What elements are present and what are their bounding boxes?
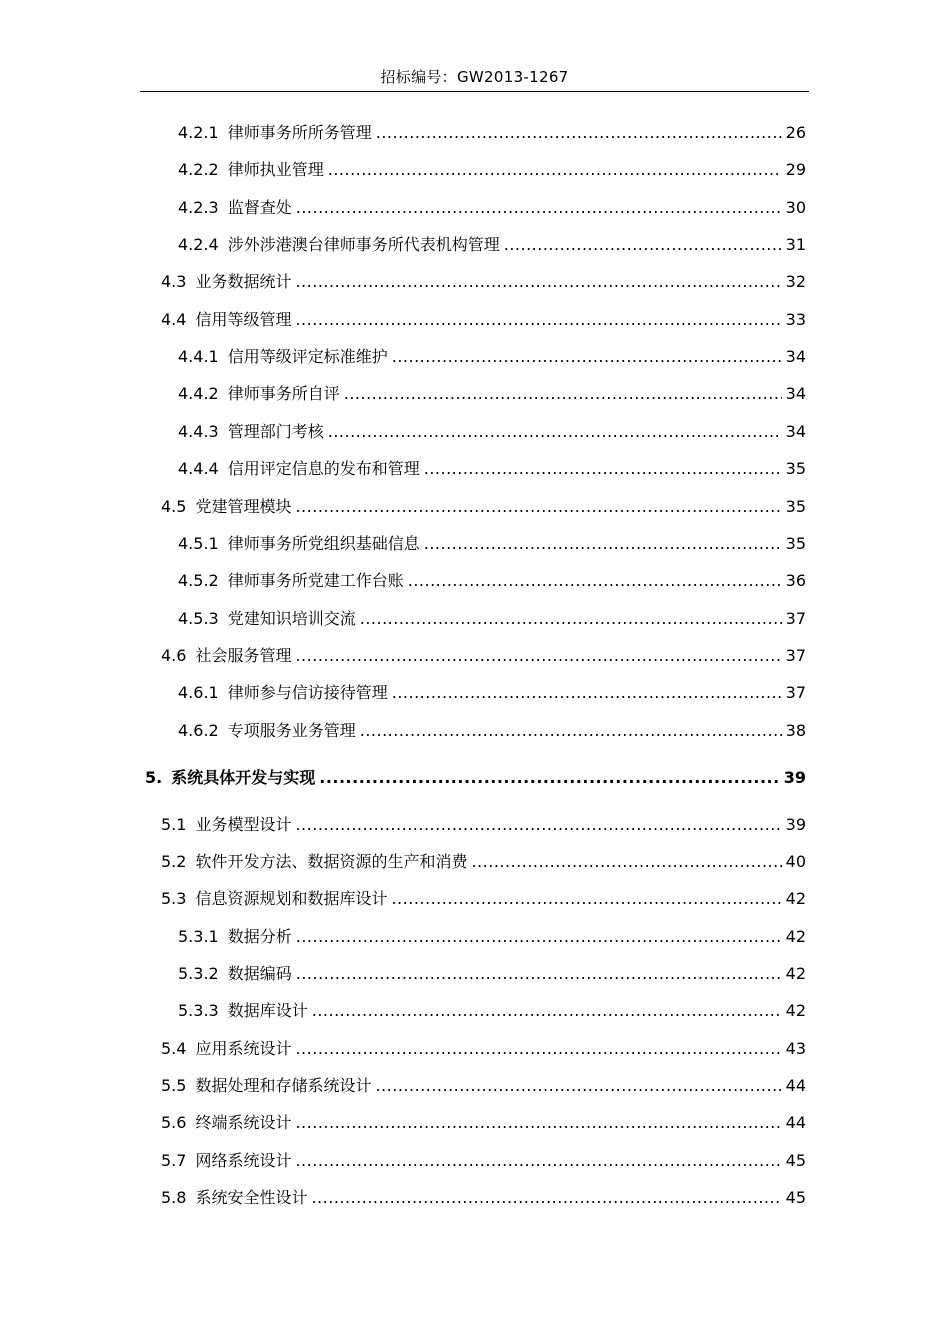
toc-page-number: 32 xyxy=(785,272,806,291)
toc-entry-number: 4.2.2 xyxy=(178,160,219,179)
toc-entry-title: 社会服务管理 xyxy=(195,646,292,665)
toc-entry[interactable] xyxy=(161,495,806,519)
toc-page-number: 45 xyxy=(785,1151,806,1170)
toc-dot-leader xyxy=(391,887,781,911)
toc-entry[interactable] xyxy=(178,681,806,705)
toc-entry-number: 4.2.1 xyxy=(178,123,219,142)
toc-page-number: 35 xyxy=(785,534,806,553)
toc-entry-number: 4.3 xyxy=(161,272,187,291)
toc-entry-title: 终端系统设计 xyxy=(195,1113,292,1132)
toc-entry-number: 4.4.2 xyxy=(178,384,219,403)
toc-entry-title: 党建管理模块 xyxy=(195,497,292,516)
toc-entry-title: 律师参与信访接待管理 xyxy=(227,683,388,702)
toc-entry-title: 数据处理和存储系统设计 xyxy=(195,1076,372,1095)
toc-entry[interactable] xyxy=(178,233,806,257)
toc-page-number: 37 xyxy=(785,683,806,702)
toc-page-number: 37 xyxy=(785,609,806,628)
toc-page-number: 29 xyxy=(785,160,806,179)
toc-entry[interactable] xyxy=(161,644,806,668)
toc-page-number: 42 xyxy=(785,1001,806,1020)
toc-entry[interactable] xyxy=(161,1149,806,1173)
toc-entry-number: 5.3.3 xyxy=(178,1001,219,1020)
toc-entry-title: 应用系统设计 xyxy=(195,1039,292,1058)
toc-entry[interactable] xyxy=(161,1074,806,1098)
toc-dot-leader xyxy=(296,925,782,949)
toc-page-number: 43 xyxy=(785,1039,806,1058)
toc-entry-number: 4.4.4 xyxy=(178,459,219,478)
toc-entry-number: 4.5 xyxy=(161,497,187,516)
toc-dot-leader xyxy=(375,1074,781,1098)
toc-entry-number: 4.4 xyxy=(161,310,187,329)
toc-entry-number: 5.4 xyxy=(161,1039,187,1058)
toc-dot-leader xyxy=(296,962,782,986)
toc-entry-title: 监督查处 xyxy=(227,198,292,217)
toc-page-number: 33 xyxy=(785,310,806,329)
toc-page-number: 40 xyxy=(785,852,806,871)
toc-entry-number: 4.2.3 xyxy=(178,198,219,217)
toc-entry[interactable] xyxy=(161,1186,806,1210)
toc-entry[interactable] xyxy=(178,607,806,631)
toc-entry-title: 信用评定信息的发布和管理 xyxy=(227,459,420,478)
toc-dot-leader xyxy=(295,308,781,332)
toc-entry[interactable] xyxy=(178,420,806,444)
toc-entry-number: 5.8 xyxy=(161,1188,187,1207)
toc-entry-number: 5.1 xyxy=(161,815,187,834)
toc-page-number: 45 xyxy=(785,1188,806,1207)
toc-entry[interactable] xyxy=(178,962,806,986)
toc-dot-leader xyxy=(504,233,782,257)
toc-entry-number: 5.6 xyxy=(161,1113,187,1132)
toc-entry-title: 数据分析 xyxy=(227,927,292,946)
toc-entry[interactable] xyxy=(178,457,806,481)
toc-entry-title: 律师事务所自评 xyxy=(227,384,340,403)
toc-dot-leader xyxy=(328,420,782,444)
toc-entry[interactable] xyxy=(178,532,806,556)
toc-page-number: 36 xyxy=(785,571,806,590)
toc-dot-leader xyxy=(311,1186,781,1210)
toc-dot-leader xyxy=(295,813,781,837)
toc-entry-number: 4.4.3 xyxy=(178,422,219,441)
toc-page-number: 34 xyxy=(785,384,806,403)
toc-entry[interactable] xyxy=(178,569,806,593)
toc-entry-title: 数据库设计 xyxy=(227,1001,308,1020)
toc-page-number: 34 xyxy=(785,422,806,441)
toc-dot-leader xyxy=(392,681,782,705)
toc-entry[interactable] xyxy=(178,382,806,406)
toc-entry-title: 信用等级管理 xyxy=(195,310,292,329)
toc-dot-leader xyxy=(296,196,782,220)
toc-page-number: 38 xyxy=(785,721,806,740)
toc-dot-leader xyxy=(471,850,781,874)
toc-dot-leader xyxy=(319,766,780,790)
toc-entry-title: 涉外涉港澳台律师事务所代表机构管理 xyxy=(227,235,500,254)
toc-dot-leader xyxy=(424,532,782,556)
toc-entry-title: 数据编码 xyxy=(227,964,292,983)
toc-dot-leader xyxy=(328,158,782,182)
toc-entry-title: 管理部门考核 xyxy=(227,422,324,441)
toc-dot-leader xyxy=(360,719,782,743)
toc-entry-title: 网络系统设计 xyxy=(195,1151,292,1170)
toc-page-number: 30 xyxy=(785,198,806,217)
toc-entry-number: 5.3.2 xyxy=(178,964,219,983)
toc-entry-title: 专项服务业务管理 xyxy=(227,721,356,740)
toc-dot-leader xyxy=(424,457,782,481)
toc-page-number: 31 xyxy=(785,235,806,254)
toc-entry-title: 系统安全性设计 xyxy=(195,1188,308,1207)
toc-entry[interactable] xyxy=(161,887,806,911)
toc-page-number: 35 xyxy=(785,459,806,478)
toc-entry[interactable] xyxy=(161,850,806,874)
toc-entry-number: 4.6.2 xyxy=(178,721,219,740)
toc-entry-title: 信用等级评定标准维护 xyxy=(227,347,388,366)
toc-entry-title: 律师事务所党建工作台账 xyxy=(227,571,404,590)
toc-page-number: 39 xyxy=(785,815,806,834)
toc-entry-number: 4.4.1 xyxy=(178,347,219,366)
toc-dot-leader xyxy=(295,1111,781,1135)
toc-page-number: 37 xyxy=(785,646,806,665)
toc-entry[interactable] xyxy=(178,345,806,369)
toc-entry[interactable] xyxy=(161,813,806,837)
toc-entry[interactable] xyxy=(178,719,806,743)
toc-entry-number: 5.7 xyxy=(161,1151,187,1170)
toc-entry-number: 4.6.1 xyxy=(178,683,219,702)
toc-dot-leader xyxy=(312,999,782,1023)
toc-entry[interactable] xyxy=(161,1111,806,1135)
toc-entry-title: 系统具体开发与实现 xyxy=(171,768,316,787)
toc-dot-leader xyxy=(392,345,782,369)
toc-entry-title: 软件开发方法、数据资源的生产和消费 xyxy=(195,852,468,871)
toc-entry-number: 5.3.1 xyxy=(178,927,219,946)
toc-page-number: 35 xyxy=(785,497,806,516)
toc-entry-number: 5.3 xyxy=(161,889,187,908)
toc-page-number: 44 xyxy=(785,1076,806,1095)
toc-entry-number: 4.2.4 xyxy=(178,235,219,254)
toc-page-number: 42 xyxy=(785,964,806,983)
toc-entry-number: 5.5 xyxy=(161,1076,187,1095)
toc-entry[interactable] xyxy=(178,925,806,949)
toc-dot-leader xyxy=(360,607,782,631)
toc-entry-number: 5.2 xyxy=(161,852,187,871)
toc-entry[interactable] xyxy=(178,121,806,145)
toc-page-number: 44 xyxy=(785,1113,806,1132)
toc-entry-title: 信息资源规划和数据库设计 xyxy=(195,889,388,908)
toc-page-number: 39 xyxy=(783,768,806,787)
toc-entry-title: 律师执业管理 xyxy=(227,160,324,179)
page-header: 招标编号：GW2013-1267 xyxy=(380,68,569,86)
toc-page-number: 42 xyxy=(785,927,806,946)
toc-entry-number: 4.5.3 xyxy=(178,609,219,628)
toc-entry-number: 4.6 xyxy=(161,646,187,665)
toc-dot-leader xyxy=(344,382,782,406)
toc-dot-leader xyxy=(376,121,782,145)
toc-entry-number: 4.5.1 xyxy=(178,534,219,553)
toc-page-number: 42 xyxy=(785,889,806,908)
toc-dot-leader xyxy=(295,1149,781,1173)
toc-entry-number: 4.5.2 xyxy=(178,571,219,590)
toc-dot-leader xyxy=(295,270,781,294)
toc-entry-title: 党建知识培训交流 xyxy=(227,609,356,628)
toc-page-number: 34 xyxy=(785,347,806,366)
toc-entry[interactable] xyxy=(161,308,806,332)
toc-dot-leader xyxy=(295,1037,781,1061)
toc-entry[interactable] xyxy=(161,270,806,294)
toc-entry-title: 业务模型设计 xyxy=(195,815,292,834)
toc-entry[interactable] xyxy=(161,1037,806,1061)
toc-dot-leader xyxy=(295,495,781,519)
toc-dot-leader xyxy=(408,569,782,593)
toc-entry[interactable] xyxy=(178,196,806,220)
toc-entry[interactable] xyxy=(178,999,806,1023)
toc-entry-number: 5. xyxy=(145,768,163,787)
toc-entry-title: 律师事务所党组织基础信息 xyxy=(227,534,420,553)
toc-page-number: 26 xyxy=(785,123,806,142)
toc-entry-title: 律师事务所所务管理 xyxy=(227,123,372,142)
toc-entry[interactable] xyxy=(145,766,806,790)
toc-dot-leader xyxy=(295,644,781,668)
toc-entry-title: 业务数据统计 xyxy=(195,272,292,291)
toc-entry[interactable] xyxy=(178,158,806,182)
